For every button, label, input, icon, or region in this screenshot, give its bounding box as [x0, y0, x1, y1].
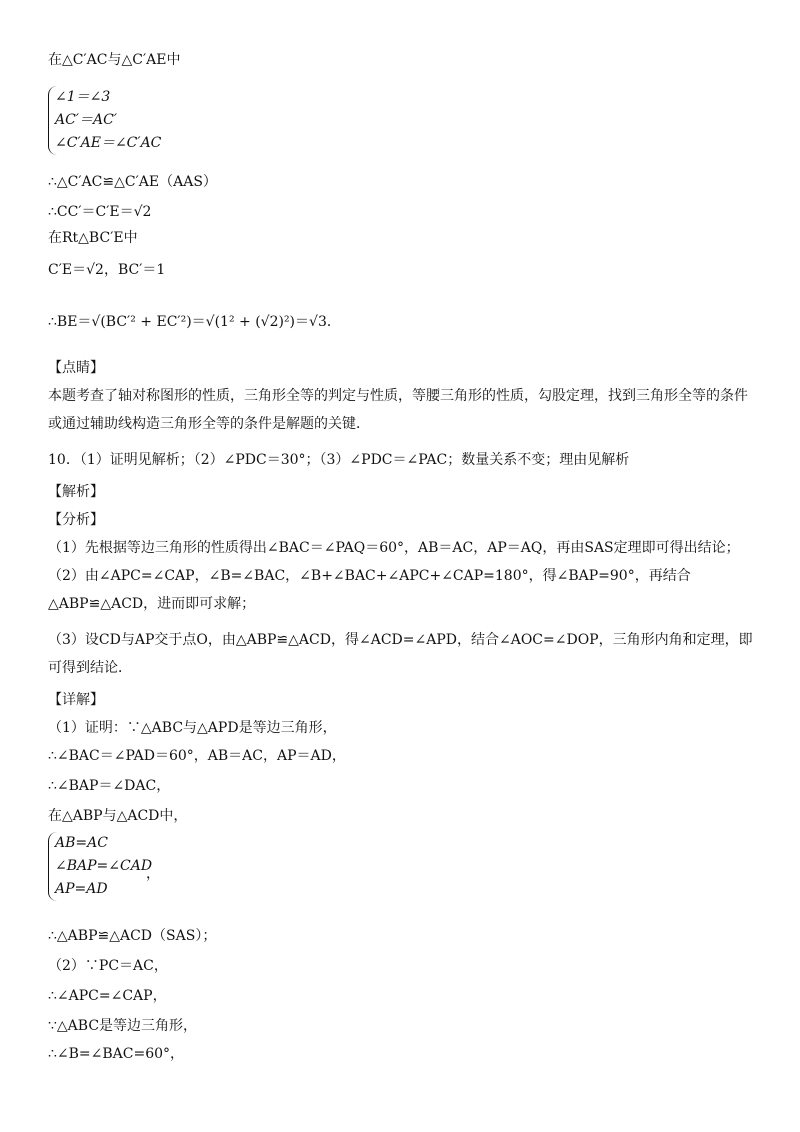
text-line: ∴CC′＝C′E＝√2 — [48, 204, 152, 220]
condition-brace — [48, 832, 152, 901]
text-line: ∵△ABC是等边三角形， — [48, 1018, 198, 1034]
condition-line: ∠1＝∠3 — [55, 89, 111, 105]
text-line: ∴∠APC=∠CAP， — [48, 988, 167, 1004]
paragraph: 本题考查了轴对称图形的性质，三角形全等的判定与性质，等腰三角形的性质，勾股定理，找到三角形全等的条件或通过辅助线构造三角形全等的条件是解题的关键． — [48, 388, 748, 432]
text-line: ∴∠B=∠BAC=60°， — [48, 1046, 185, 1062]
formula-line: ∴BE＝√(BC′² + EC′²)＝√(1² + (√2)²)＝√3． — [48, 314, 341, 330]
text-line: （1）证明：∵△ABC与△APD是等边三角形， — [48, 720, 337, 736]
punctuation: ， — [146, 866, 160, 882]
text-line: （1）先根据等边三角形的性质得出∠BAC＝∠PAQ＝60°，AB＝AC，AP＝AQ，再由SAS定理即可得出结论； — [48, 540, 740, 556]
condition-line: AC′＝AC′ — [55, 112, 118, 128]
condition-line: ∠C′AE＝∠C′AC — [55, 135, 162, 151]
section-heading: 【点睛】 — [48, 360, 104, 376]
section-heading: 【解析】 — [48, 484, 104, 500]
section-heading: 【分析】 — [48, 512, 104, 528]
text-line: C′E＝√2，BC′＝1 — [48, 262, 166, 278]
paragraph: （3）设CD与AP交于点O，由△ABP≌△ACD，得∠ACD=∠APD，结合∠AOC=∠DOP，三角形内角和定理，即可得到结论． — [48, 632, 753, 676]
text-line: ∴∠BAC＝∠PAD＝60°，AB＝AC，AP＝AD， — [48, 748, 346, 764]
condition-brace — [48, 86, 161, 155]
text-line: 在△ABP与△ACD中， — [48, 808, 188, 824]
text-line: ∴∠BAP＝∠DAC， — [48, 778, 171, 794]
text-line: ∴△C′AC≌△C′AE（AAS） — [48, 174, 217, 190]
text-line: 在△C′AC与△C′AE中 — [48, 52, 181, 68]
condition-line: ∠BAP=∠CAD — [55, 858, 153, 874]
text-line: （2）∵PC＝AC， — [48, 958, 168, 974]
paragraph: （2）由∠APC=∠CAP，∠B=∠BAC，∠B+∠BAC+∠APC+∠CAP=180°，得∠BAP=90°，再结合△ABP≌△ACD，进而即可求解； — [48, 568, 691, 612]
condition-line: AP=AD — [55, 881, 108, 897]
section-heading: 【详解】 — [48, 692, 104, 708]
text-line: ∴△ABP≌△ACD（SAS）； — [48, 928, 217, 944]
text-line: 在Rt△BC′E中 — [48, 230, 138, 246]
condition-line: AB=AC — [55, 835, 108, 851]
answer-line: 10．（1）证明见解析；（2）∠PDC＝30°；（3）∠PDC＝∠PAC；数量关系不变；理由见解析 — [48, 452, 630, 468]
